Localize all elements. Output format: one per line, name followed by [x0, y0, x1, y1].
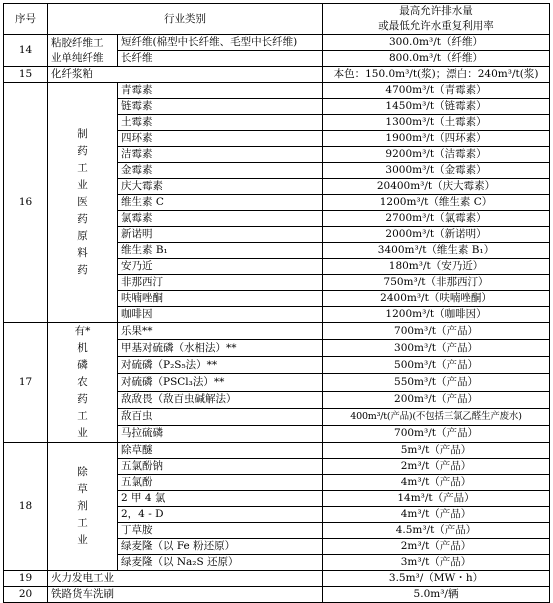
- item-value: 本色：150.0m³/t(浆)；漂白：240m³/t(浆): [323, 67, 550, 83]
- item-value: 4.5m³/t（产品）: [323, 523, 550, 539]
- item-name: 咖啡因: [118, 307, 323, 323]
- group-label-text: 制药工业医药原料药: [77, 128, 88, 276]
- item-value: 1200m³/t（维生素 C）: [323, 195, 550, 211]
- item-name: 氯霉素: [118, 211, 323, 227]
- item-name: 短纤维(棉型中长纤维、毛型中长纤维): [118, 35, 323, 51]
- item-name: 除草醚: [118, 443, 323, 459]
- item-value: 300m³/t（产品）: [323, 340, 550, 357]
- item-name: 绿麦隆（以 Fe 粉还原）: [118, 539, 323, 555]
- item-value: 2400m³/t（呋喃唑酮）: [323, 291, 550, 307]
- header-limit-line2: 或最低允许水重复利用率: [378, 20, 494, 32]
- group-label-text: 除草剂工业: [77, 466, 88, 546]
- item-name: 呋喃唑酮: [118, 291, 323, 307]
- item-name: 非那西汀: [118, 275, 323, 291]
- item-value: 2700m³/t（氯霉素）: [323, 211, 550, 227]
- row-number: 15: [4, 67, 48, 83]
- item-value: 4700m³/t（青霉素）: [323, 83, 550, 99]
- row-number: 14: [4, 35, 48, 67]
- group-label-text: 有*机磷农药工业: [74, 325, 91, 439]
- item-value: 3000m³/t（金霉素）: [323, 163, 550, 179]
- item-name: 土霉素: [118, 115, 323, 131]
- item-name: 乐果**: [118, 323, 323, 340]
- item-name: 安乃近: [118, 259, 323, 275]
- item-name: 对硫磷（P₂S₅法）**: [118, 357, 323, 374]
- group-label: [48, 443, 118, 571]
- header-limit: [323, 4, 550, 35]
- item-name: 敌百虫: [118, 408, 323, 425]
- item-value: 700m³/t（产品）: [323, 323, 550, 340]
- item-name: 五氯酚钠: [118, 459, 323, 475]
- item-value: 20400m³/t（庆大霉素）: [323, 179, 550, 195]
- row-number: 16: [4, 83, 48, 323]
- item-name: 丁草胺: [118, 523, 323, 539]
- item-value: 400m³/t(产品)(不包括三氯乙醛生产废水): [323, 408, 550, 425]
- item-name: 甲基对硫磷（水相法）**: [118, 340, 323, 357]
- item-value: 550m³/t（产品）: [323, 374, 550, 391]
- table-row: [4, 35, 550, 51]
- item-name: 四环素: [118, 131, 323, 147]
- table-row: [4, 443, 550, 459]
- item-value: 4m³/t（产品）: [323, 507, 550, 523]
- item-value: 700m³/t（产品）: [323, 425, 550, 442]
- item-value: 9200m³/t（洁霉素）: [323, 147, 550, 163]
- item-name: 新诺明: [118, 227, 323, 243]
- item-name: 2，4 - D: [118, 507, 323, 523]
- item-name: 长纤维: [118, 51, 323, 67]
- item-name: 青霉素: [118, 83, 323, 99]
- item-name: 庆大霉素: [118, 179, 323, 195]
- table-row: [4, 83, 550, 99]
- item-value: 1450m³/t（链霉素）: [323, 99, 550, 115]
- item-value: 200m³/t（产品）: [323, 391, 550, 408]
- group-label: [48, 83, 118, 323]
- item-value: 500m³/t（产品）: [323, 357, 550, 374]
- item-value: 800.0m³/t（纤维）: [323, 51, 550, 67]
- item-value: 2m³/t（产品）: [323, 539, 550, 555]
- item-name: 金霉素: [118, 163, 323, 179]
- group-label: [48, 323, 118, 443]
- table-row: [4, 323, 550, 340]
- table-row: [4, 587, 550, 603]
- item-name: 化纤浆粕: [48, 67, 323, 83]
- group-label: [48, 35, 118, 67]
- item-value: 1300m³/t（土霉素）: [323, 115, 550, 131]
- item-name: 2 甲 4 氯: [118, 491, 323, 507]
- item-name: 火力发电工业: [48, 571, 323, 587]
- table-row: [4, 571, 550, 587]
- item-name: 敌敌畏（敌百虫碱解法）: [118, 391, 323, 408]
- group-label-line1: 粘胶纤维工: [51, 36, 104, 49]
- row-number: 20: [4, 587, 48, 603]
- group-label-line2: 业单纯纤维: [51, 51, 104, 64]
- item-value: 5.0m³/辆: [323, 587, 550, 603]
- item-value: 3.5m³/（MW・h）: [323, 571, 550, 587]
- item-name: 五氯酚: [118, 475, 323, 491]
- item-value: 2m³/t（产品）: [323, 459, 550, 475]
- item-value: 180m³/t（安乃近）: [323, 259, 550, 275]
- item-name: 绿麦隆（以 Na₂S 还原）: [118, 555, 323, 571]
- wastewater-limits-table: [3, 3, 550, 603]
- item-value: 1200m³/t（咖啡因）: [323, 307, 550, 323]
- header-category: 行业类别: [48, 4, 323, 35]
- item-value: 3400m³/t（维生素 B₁）: [323, 243, 550, 259]
- item-value: 750m³/t（非那西汀）: [323, 275, 550, 291]
- item-name: 维生素 B₁: [118, 243, 323, 259]
- item-value: 300.0m³/t（纤维）: [323, 35, 550, 51]
- item-name: 铁路货车洗刷: [48, 587, 323, 603]
- item-name: 链霉素: [118, 99, 323, 115]
- item-name: 洁霉素: [118, 147, 323, 163]
- item-name: 马拉硫磷: [118, 425, 323, 442]
- row-number: 19: [4, 571, 48, 587]
- row-number: 17: [4, 323, 48, 443]
- item-name: 对硫磷（PSCl₃法）**: [118, 374, 323, 391]
- row-number: 18: [4, 443, 48, 571]
- item-value: 1900m³/t（四环素）: [323, 131, 550, 147]
- item-value: 2000m³/t（新诺明）: [323, 227, 550, 243]
- item-value: 4m³/t（产品）: [323, 475, 550, 491]
- header-limit-line1: 最高允许排水量: [399, 5, 473, 17]
- table-row: [4, 67, 550, 83]
- item-value: 3m³/t（产品）: [323, 555, 550, 571]
- header-seq: 序号: [4, 4, 48, 35]
- item-value: 5m³/t（产品）: [323, 443, 550, 459]
- item-name: 维生素 C: [118, 195, 323, 211]
- table-header-row: [4, 4, 550, 35]
- item-value: 14m³/t（产品）: [323, 491, 550, 507]
